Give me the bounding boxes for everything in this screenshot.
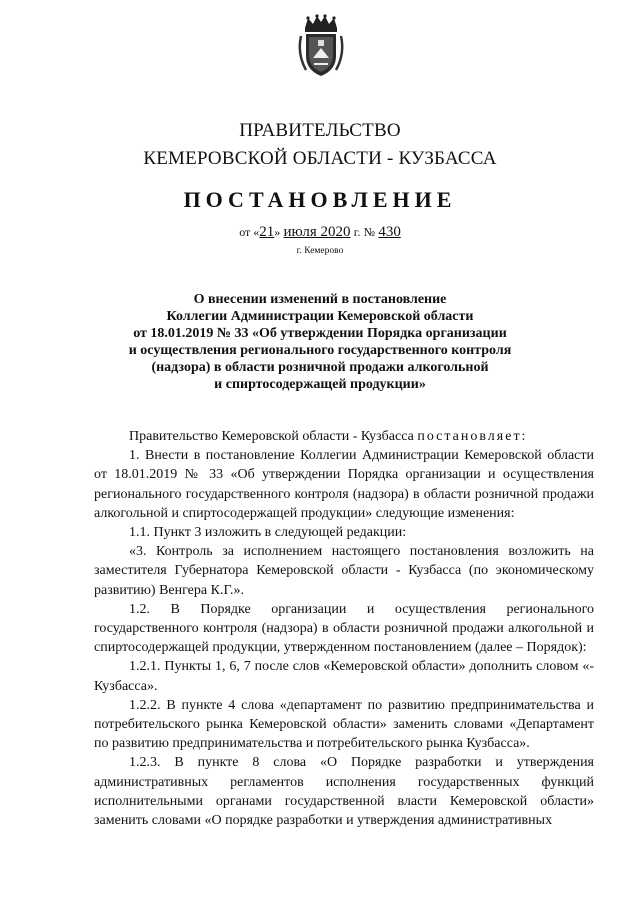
heading-line: Коллегии Администрации Кемеровской области (166, 309, 474, 324)
org-name-line1: ПРАВИТЕЛЬСТВО (239, 120, 401, 141)
number-sign: № (363, 225, 376, 239)
paragraph-1-2: 1.2. В Порядке организации и осуществления регионального государственного контроля (надзора) в области розничной продажи алкогольной и спиртосодержащей продукции, утвержденном постановлением (далее – Порядок): (94, 601, 594, 656)
paragraph-1-2-3: 1.2.3. В пункте 8 слова «О Порядке разработки и утверждения административных регламентов исполнения государственных функций исполнительными органами государственной власти Кемеровской области» заменить словами «О порядке разработки и утверждения административных (94, 755, 594, 829)
document-number: 430 (378, 224, 401, 240)
paragraph-1: 1. Внести в постановление Коллегии Администрации Кемеровской области от 18.01.2019 № 33 «Об утверждении Порядка организации и осуществления регионального государственного контроля (надзора) в области розничной продажи алкогольной и спиртосодержащей продукции» следующие изменения: (94, 448, 594, 521)
date-number-line (0, 224, 640, 241)
heading-line: О внесении изменений в постановление (193, 292, 447, 307)
heading-line: и спиртосодержащей продукции» (214, 377, 426, 392)
paragraph-1-2-2: 1.2.2. В пункте 4 слова «департамент по развитию предпринимательства и потребительского рынка Кемеровской области» заменить словами «Департамент по развитию предпринимательства и потребительского рынка Кузбасса». (94, 697, 594, 752)
paragraph-1-2-1: 1.2.1. Пункты 1, 6, 7 после слов «Кемеровской области» дополнить словом «-Кузбасса». (94, 659, 594, 694)
paragraph-1-1-quote: «3. Контроль за исполнением настоящего постановления возложить на заместителя Губернатора Кемеровской области - Кузбасса (по экономическому развитию) Венгера К.Г.». (94, 544, 594, 598)
date-day: 21 (259, 224, 275, 240)
coat-of-arms-icon (296, 14, 346, 80)
intro-paragraph (94, 427, 594, 446)
heading-line: от 18.01.2019 № 33 «Об утверждении Порядка организации (133, 326, 507, 341)
paragraph-1-1: 1.1. Пункт 3 изложить в следующей редакции: (129, 525, 407, 541)
intro-verb: постановляет: (417, 429, 528, 444)
date-prefix: от « (239, 225, 260, 239)
document-type-title: ПОСТАНОВЛЕНИЕ (183, 187, 457, 212)
heading-line: (надзора) в области розничной продажи алкогольной (151, 360, 489, 375)
intro-lead: Правительство Кемеровской области - Кузбасса (129, 429, 414, 444)
document-heading (90, 291, 550, 393)
org-name-line2: КЕМЕРОВСКОЙ ОБЛАСТИ - КУЗБАССА (143, 148, 497, 169)
date-month-year: июля 2020 (283, 224, 351, 240)
date-year-suffix: г. (353, 225, 361, 239)
date-close-quote: » (274, 225, 281, 239)
document-body (94, 427, 594, 830)
heading-line: и осуществления регионального государственного контроля (128, 343, 512, 358)
city-label: г. Кемерово (296, 246, 344, 256)
